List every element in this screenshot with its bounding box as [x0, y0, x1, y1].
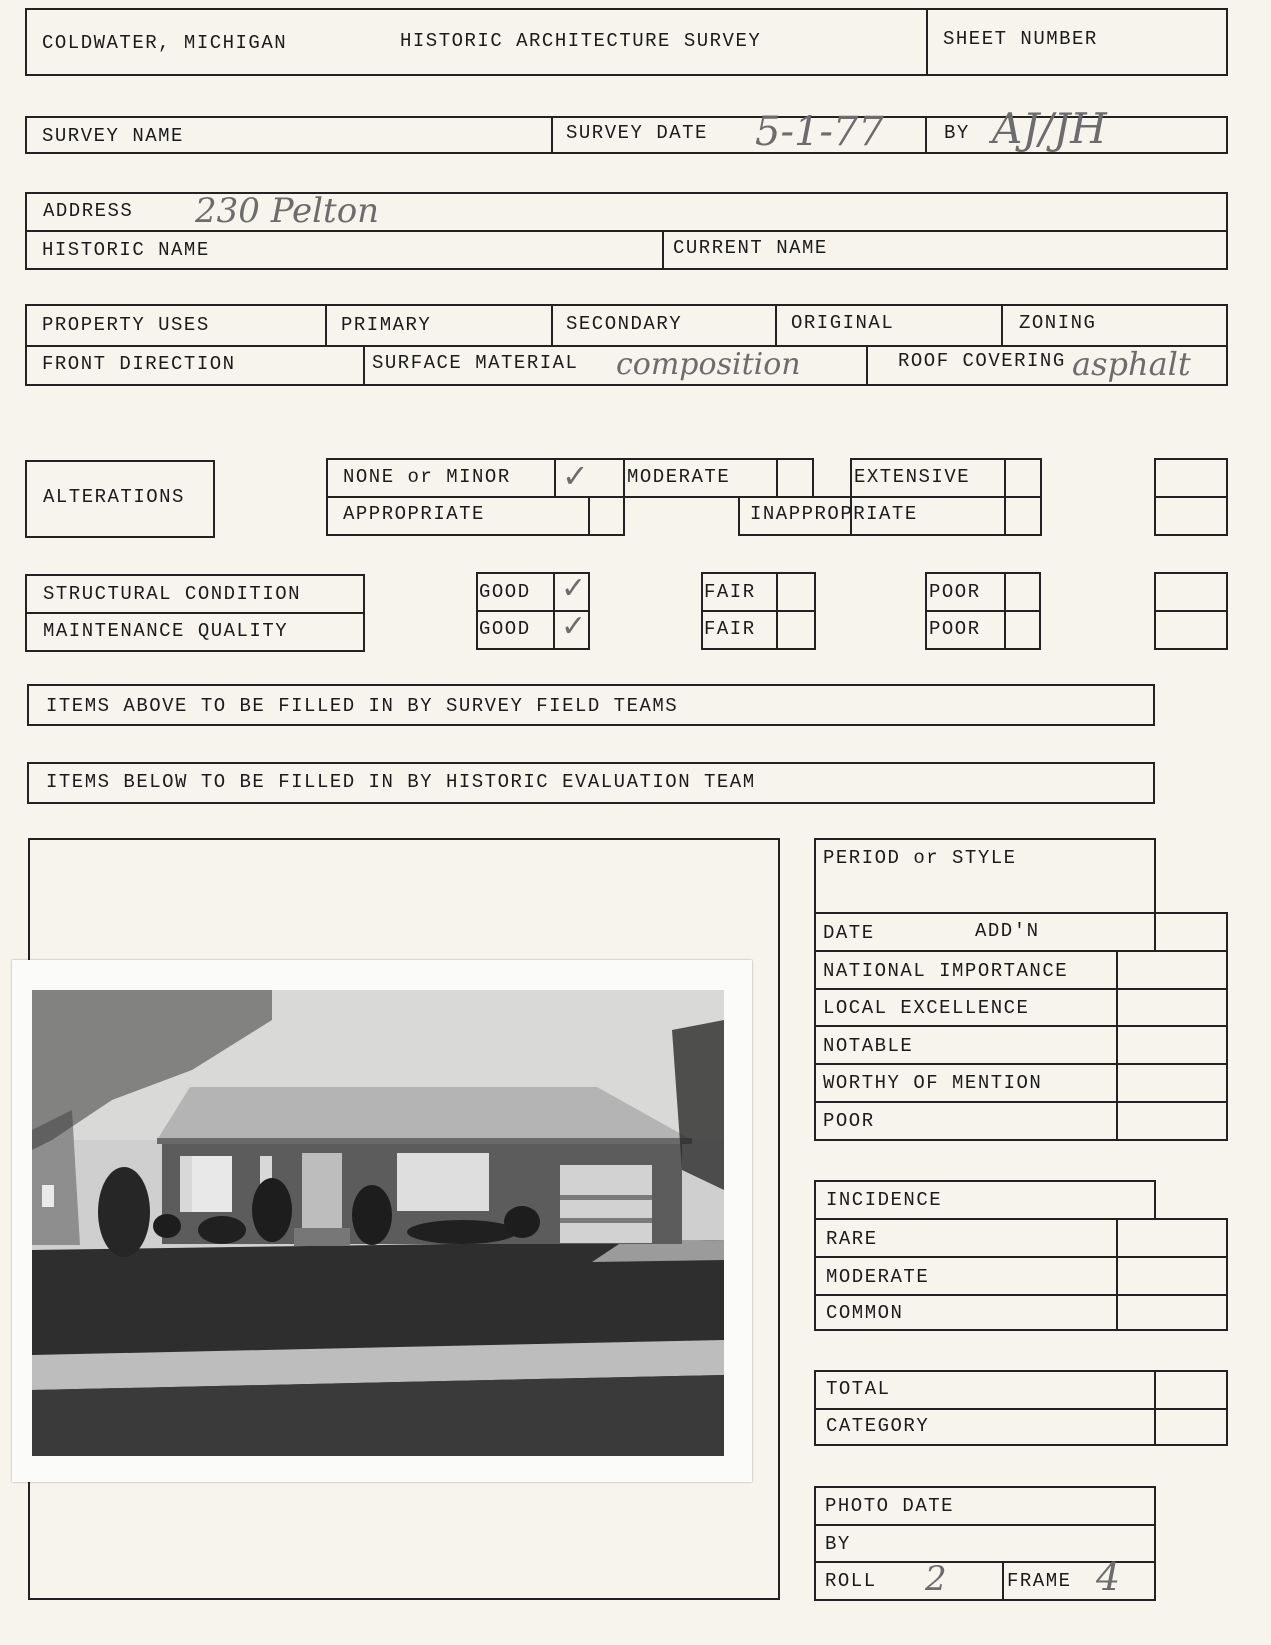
survey-name-label: SURVEY NAME: [42, 125, 184, 147]
sheet-number-label: SHEET NUMBER: [943, 28, 1098, 50]
address-value: 230 Pelton: [195, 191, 380, 231]
fair-cell-divider: [776, 572, 778, 650]
eval-row-3: [814, 1025, 1228, 1027]
incidence-row-1: [814, 1256, 1228, 1258]
condition-label-divider: [25, 612, 365, 614]
condition-score-divider: [1154, 610, 1228, 612]
historic-name-label: HISTORIC NAME: [42, 239, 210, 261]
photo-date-label: PHOTO DATE: [825, 1495, 955, 1517]
date-label: DATE: [823, 922, 875, 944]
historic-current-divider: [662, 230, 664, 270]
eval-row-2: [814, 988, 1228, 990]
header-city: COLDWATER, MICHIGAN: [42, 32, 288, 54]
rare-label: RARE: [826, 1228, 878, 1250]
totals-divider: [814, 1408, 1228, 1410]
period-style-label: PERIOD or STYLE: [823, 847, 1017, 869]
eval-row-1: [814, 950, 1228, 952]
survey-divider-1: [551, 116, 553, 154]
survey-date-label: SURVEY DATE: [566, 122, 708, 144]
property-col-5: [363, 345, 365, 386]
fair-divider: [701, 610, 816, 612]
alterations-left-divider: [326, 496, 625, 498]
roll-value: 2: [925, 1559, 947, 1599]
eval-row-4: [814, 1063, 1228, 1065]
zoning-label: ZONING: [1019, 312, 1097, 334]
alterations-label: ALTERATIONS: [43, 486, 185, 508]
property-col-6: [866, 345, 868, 386]
structural-condition-label: STRUCTURAL CONDITION: [43, 583, 302, 605]
structural-fair-label: FAIR: [704, 581, 756, 603]
extensive-divider: [738, 496, 1042, 498]
worthy-of-mention-label: WORTHY OF MENTION: [823, 1072, 1043, 1094]
moderate-cell-divider: [776, 458, 778, 498]
maintenance-quality-label: MAINTENANCE QUALITY: [43, 620, 289, 642]
national-importance-label: NATIONAL IMPORTANCE: [823, 960, 1069, 982]
survey-by-label: BY: [944, 122, 970, 144]
category-label: CATEGORY: [826, 1415, 930, 1437]
front-direction-label: FRONT DIRECTION: [42, 353, 236, 375]
original-label: ORIGINAL: [791, 312, 895, 334]
current-name-label: CURRENT NAME: [673, 237, 828, 259]
header-divider: [926, 8, 928, 76]
surface-material-label: SURFACE MATERIAL: [372, 352, 579, 374]
alterations-score-divider: [1154, 496, 1228, 498]
header-title: HISTORIC ARCHITECTURE SURVEY: [400, 30, 762, 52]
addn-label: ADD'N: [975, 920, 1040, 942]
structural-good-label: GOOD: [479, 581, 531, 603]
notes-below: ITEMS BELOW TO BE FILLED IN BY HISTORIC EVALUATION TEAM: [46, 771, 756, 793]
eval-row-5: [814, 1101, 1228, 1103]
local-excellence-label: LOCAL EXCELLENCE: [823, 997, 1030, 1019]
inappropriate-left: [738, 496, 740, 536]
survey-divider-2: [925, 116, 927, 154]
notes-above: ITEMS ABOVE TO BE FILLED IN BY SURVEY FIELD TEAMS: [46, 695, 679, 717]
photo-by-label: BY: [825, 1533, 851, 1555]
property-col-3: [775, 304, 777, 345]
roof-covering-value: asphalt: [1072, 345, 1191, 383]
frame-value: 4: [1096, 1555, 1121, 1599]
evaluation-score-col: [1116, 950, 1118, 1141]
roll-frame-divider: [1002, 1561, 1004, 1601]
incidence-label: INCIDENCE: [826, 1189, 943, 1211]
poor-divider: [925, 610, 1041, 612]
incidence-row-2: [814, 1294, 1228, 1296]
notable-label: NOTABLE: [823, 1035, 914, 1057]
date-row-end: [1154, 912, 1156, 950]
none-minor-cell-divider: [554, 458, 556, 496]
house-photo-image: [32, 990, 724, 1456]
maintenance-fair-label: FAIR: [704, 618, 756, 640]
address-label: ADDRESS: [43, 200, 134, 222]
extensive-label: EXTENSIVE: [854, 466, 971, 488]
eval-poor-label: POOR: [823, 1110, 875, 1132]
none-minor-label: NONE or MINOR: [343, 466, 511, 488]
frame-label: FRAME: [1007, 1570, 1072, 1592]
photo-info-row-1: [814, 1524, 1156, 1526]
incidence-moderate-label: MODERATE: [826, 1266, 930, 1288]
maintenance-poor-label: POOR: [929, 618, 981, 640]
property-col-2: [551, 304, 553, 345]
house-photo: [12, 960, 752, 1482]
property-col-1: [325, 304, 327, 345]
poor-cell-divider: [1004, 572, 1006, 650]
structural-poor-label: POOR: [929, 581, 981, 603]
moderate-label: MODERATE: [627, 466, 731, 488]
survey-by-value: AJ/JH: [992, 104, 1107, 153]
inappropriate-label: INAPPROPRIATE: [750, 503, 918, 525]
maintenance-good-label: GOOD: [479, 618, 531, 640]
common-label: COMMON: [826, 1302, 904, 1324]
primary-label: PRIMARY: [341, 314, 432, 336]
roll-label: ROLL: [825, 1570, 877, 1592]
maintenance-good-check[interactable]: ✓: [561, 609, 587, 644]
surface-material-value: composition: [616, 347, 801, 382]
good-cell-divider: [553, 572, 555, 650]
none-minor-check[interactable]: ✓: [562, 457, 589, 495]
total-label: TOTAL: [826, 1378, 891, 1400]
property-uses-label: PROPERTY USES: [42, 314, 210, 336]
totals-score-col: [1154, 1370, 1156, 1446]
property-col-4: [1001, 304, 1003, 345]
survey-date-value: 5-1-77: [755, 109, 884, 155]
incidence-score-col: [1116, 1218, 1118, 1331]
structural-good-check[interactable]: ✓: [561, 571, 587, 606]
extensive-cell-divider: [1004, 458, 1006, 536]
appropriate-label: APPROPRIATE: [343, 503, 485, 525]
inappropriate-bottom: [738, 534, 850, 536]
secondary-label: SECONDARY: [566, 313, 683, 335]
appropriate-cell-divider: [588, 496, 590, 536]
roof-covering-label: ROOF COVERING: [898, 350, 1066, 372]
